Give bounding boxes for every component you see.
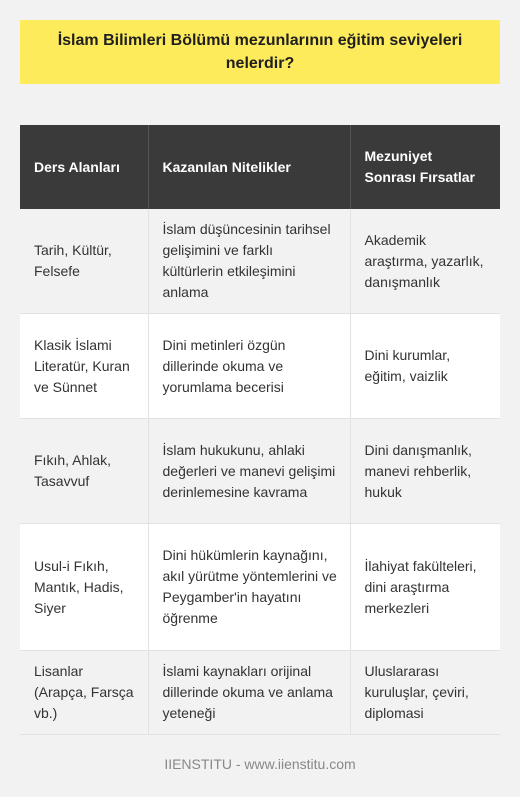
table-row xyxy=(20,419,500,524)
page-title: İslam Bilimleri Bölümü mezunlarının eğitim seviyeleri nelerdir? xyxy=(57,32,463,72)
cell-opportunities: Uluslararası kuruluşlar, çeviri, diplomasi xyxy=(350,651,500,735)
info-table xyxy=(20,125,500,735)
cell-course-areas: Usul-i Fıkıh, Mantık, Hadis, Siyer xyxy=(20,524,148,651)
header-post-graduation-opportunities: Mezuniyet Sonrası Fırsatlar xyxy=(350,125,500,209)
cell-opportunities: Akademik araştırma, yazarlık, danışmanlık xyxy=(350,209,500,314)
cell-course-areas: Tarih, Kültür, Felsefe xyxy=(20,209,148,314)
cell-acquired-qualities: Dini metinleri özgün dillerinde okuma ve yorumlama becerisi xyxy=(148,314,350,419)
header-acquired-qualities: Kazanılan Nitelikler xyxy=(148,125,350,209)
table-row xyxy=(20,524,500,651)
cell-opportunities: Dini kurumlar, eğitim, vaizlik xyxy=(350,314,500,419)
cell-course-areas: Fıkıh, Ahlak, Tasavvuf xyxy=(20,419,148,524)
cell-course-areas: Lisanlar (Arapça, Farsça vb.) xyxy=(20,651,148,735)
footer-credit: IIENSTITU - www.iienstitu.com xyxy=(164,756,356,772)
cell-course-areas: Klasik İslami Literatür, Kuran ve Sünnet xyxy=(20,314,148,419)
cell-opportunities: Dini danışmanlık, manevi rehberlik, hukuk xyxy=(350,419,500,524)
cell-opportunities: İlahiyat fakülteleri, dini araştırma merkezleri xyxy=(350,524,500,651)
header-course-areas: Ders Alanları xyxy=(20,125,148,209)
table-header-row xyxy=(20,125,500,209)
table-row xyxy=(20,314,500,419)
title-banner xyxy=(20,20,500,84)
cell-acquired-qualities: İslam hukukunu, ahlaki değerleri ve manevi gelişimi derinlemesine kavrama xyxy=(148,419,350,524)
cell-acquired-qualities: İslami kaynakları orijinal dillerinde okuma ve anlama yeteneği xyxy=(148,651,350,735)
cell-acquired-qualities: Dini hükümlerin kaynağını, akıl yürütme yöntemlerini ve Peygamber'in hayatını öğrenme xyxy=(148,524,350,651)
table-row xyxy=(20,209,500,314)
table-row xyxy=(20,651,500,735)
cell-acquired-qualities: İslam düşüncesinin tarihsel gelişimini ve farklı kültürlerin etkileşimini anlama xyxy=(148,209,350,314)
